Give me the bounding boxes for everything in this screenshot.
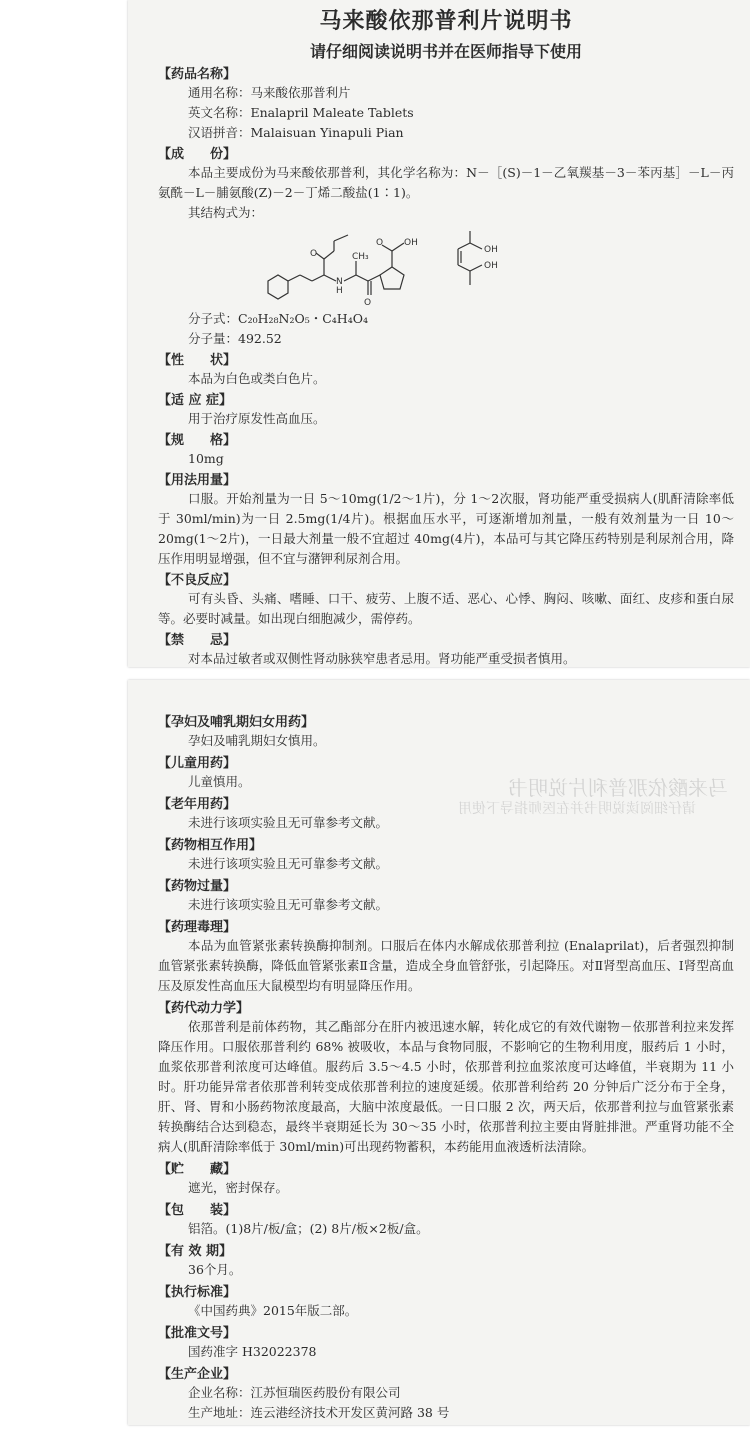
page-1-content	[158, 0, 734, 667]
benzene-ring	[268, 275, 288, 299]
section-spec-heading: 【规 格】	[158, 433, 237, 448]
section-package-heading: 【包 装】	[158, 1203, 237, 1218]
overdose-text: 未进行该项实验且无可靠参考文献。	[188, 897, 389, 912]
manufacturer-postcode	[158, 1423, 734, 1425]
chemical-structure-diagram	[258, 223, 588, 309]
leaflet-page-2	[128, 680, 750, 1425]
molecular-weight: 分子量：492.52	[188, 331, 282, 346]
document-title: 马来酸依那普利片说明书	[319, 9, 573, 34]
pharmacology-text: 本品为血管紧张素转换酶抑制剂。口服后在体内水解成依那普利拉 (Enalaprilat)，后者强烈抑制血管紧张素转换酶，降低血管紧张素Ⅱ含量，造成全身血管舒张，引起降压。对Ⅱ肾型高血压、Ⅰ肾型高血压及原发性高血压大鼠模型均有明显降压作用。	[158, 938, 734, 993]
interaction-text: 未进行该项实验且无可靠参考文献。	[188, 856, 389, 871]
section-contraindication-heading: 【禁 忌】	[158, 633, 237, 648]
validity-text: 36个月。	[188, 1262, 242, 1277]
section-pharmacokinetics-heading: 【药代动力学】	[158, 1001, 250, 1016]
section-composition-heading: 【成 份】	[158, 147, 237, 162]
bleed-through-subtitle: 请仔细阅读说明书并在医师指导下使用	[458, 801, 696, 817]
composition-text: 本品主要成份为马来酸依那普利，其化学名称为：N－［(S)－1－乙氧羰基－3－苯丙基］－L－丙氨酰－L－脯氨酸(Z)－2－丁烯二酸盐(1∶1)。	[158, 165, 734, 200]
standard-text: 《中国药典》2015年版二部。	[188, 1303, 358, 1318]
section-pregnancy-heading: 【孕妇及哺乳期妇女用药】	[158, 715, 315, 730]
elderly-text: 未进行该项实验且无可靠参考文献。	[188, 815, 389, 830]
adverse-text: 可有头昏、头痛、嗜睡、口干、疲劳、上腹不适、恶心、心悸、胸闷、咳嗽、面红、皮疹和蛋白尿等。必要时减量。如出现白细胞减少，需停药。	[158, 591, 734, 626]
chemical-structure	[218, 223, 734, 309]
english-name: 英文名称：Enalapril Maleate Tablets	[188, 105, 414, 120]
chem-label-n: N	[336, 277, 343, 287]
storage-text: 遮光，密封保存。	[188, 1180, 289, 1195]
leaflet-page-1	[128, 0, 750, 667]
section-interaction-heading: 【药物相互作用】	[158, 838, 263, 853]
chem-label-h: H	[336, 286, 343, 296]
package-text: 铝箔。(1)8片/板/盒；(2) 8片/板×2板/盒。	[188, 1221, 429, 1236]
section-dosage-heading: 【用法用量】	[158, 473, 237, 488]
section-standard-heading: 【执行标准】	[158, 1285, 237, 1300]
bleed-through-title: 马来酸依那普利片说明书	[508, 776, 728, 800]
section-pharmacology-heading: 【药理毒理】	[158, 920, 237, 935]
section-storage-heading: 【贮 藏】	[158, 1162, 237, 1177]
section-drug-name-heading: 【药品名称】	[158, 67, 237, 82]
structure-label: 其结构式为：	[188, 205, 264, 220]
spec-text: 10mg	[188, 451, 224, 466]
page-2-content	[158, 710, 734, 1425]
manufacturer-address: 生产地址：连云港经济技术开发区黄河路 38 号	[188, 1405, 450, 1420]
indication-text: 用于治疗原发性高血压。	[188, 411, 326, 426]
character-text: 本品为白色或类白色片。	[188, 371, 326, 386]
generic-name: 通用名称：马来酸依那普利片	[188, 85, 351, 100]
chem-label-o2: O	[364, 298, 372, 308]
pregnancy-text: 孕妇及哺乳期妇女慎用。	[188, 733, 326, 748]
chem-label-o3: O	[376, 238, 384, 248]
pinyin-name: 汉语拼音：Malaisuan Yinapuli Pian	[188, 125, 404, 140]
chem-label-o1: O	[310, 249, 318, 259]
section-overdose-heading: 【药物过量】	[158, 879, 237, 894]
section-adverse-heading: 【不良反应】	[158, 573, 237, 588]
document-subtitle: 请仔细阅读说明书并在医师指导下使用	[309, 42, 582, 61]
section-elderly-heading: 【老年用药】	[158, 797, 237, 812]
section-children-heading: 【儿童用药】	[158, 756, 237, 771]
dosage-text: 口服。开始剂量为一日 5～10mg(1/2～1片)，分 1～2次服，肾功能严重受损病人(肌酐清除率低于 30ml/min)为一日 2.5mg(1/4片)。根据血压水平，可逐渐增加剂量，一般有效剂量为一日 10～20mg(1～2片)，一日最大剂量一般不宜超过 40mg(4片)，本品可与其它降压药特别是利尿剂合用，降压作用明显增强，但不宜与潴钾利尿剂合用。	[158, 491, 734, 566]
section-indication-heading: 【适 应 症】	[158, 393, 233, 408]
chem-label-oh1: OH	[404, 238, 418, 248]
pharmacokinetics-text: 依那普利是前体药物，其乙酯部分在肝内被迅速水解，转化成它的有效代谢物－依那普利拉来发挥降压作用。口服依那普利约 68% 被吸收，本品与食物同服，不影响它的生物利用度，服药后 1 小时，血浆依那普利浓度可达峰值。服药后 3.5～4.5 小时，依那普利拉血浆浓度可达峰值，半衰期为 11 小时。肝功能异常者依那普利转变成依那普利拉的速度延缓。依那普利给药 20 分钟后广泛分布于全身，肝、肾、胃和小肠药物浓度最高，大脑中浓度最低。一日口服 2 次，两天后，依那普利拉与血管紧张素转换酶结合达到稳态，最终半衰期延长为 30～35 小时，依那普利拉主要由肾脏排泄。严重肾功能不全病人(肌酐清除率低于 30ml/min)可出现药物蓄积，本药能用血液透析法清除。	[158, 1019, 734, 1154]
contraindication-text: 对本品过敏者或双侧性肾动脉狭窄患者忌用。肾功能严重受损者慎用。	[188, 651, 576, 666]
approval-number: 国药准字 H32022378	[188, 1344, 317, 1359]
section-approval-heading: 【批准文号】	[158, 1326, 237, 1341]
children-text: 儿童慎用。	[188, 774, 251, 789]
section-manufacturer-heading: 【生产企业】	[158, 1367, 237, 1382]
manufacturer-name: 企业名称：江苏恒瑞医药股份有限公司	[188, 1385, 401, 1400]
chem-label-ch3: CH₃	[352, 252, 369, 262]
chem-label-oh3: OH	[484, 261, 498, 271]
chem-label-oh2: OH	[484, 245, 498, 255]
section-character-heading: 【性 状】	[158, 353, 237, 368]
molecular-formula: 分子式：C₂₀H₂₈N₂O₅・C₄H₄O₄	[188, 311, 368, 326]
section-validity-heading: 【有 效 期】	[158, 1244, 233, 1259]
